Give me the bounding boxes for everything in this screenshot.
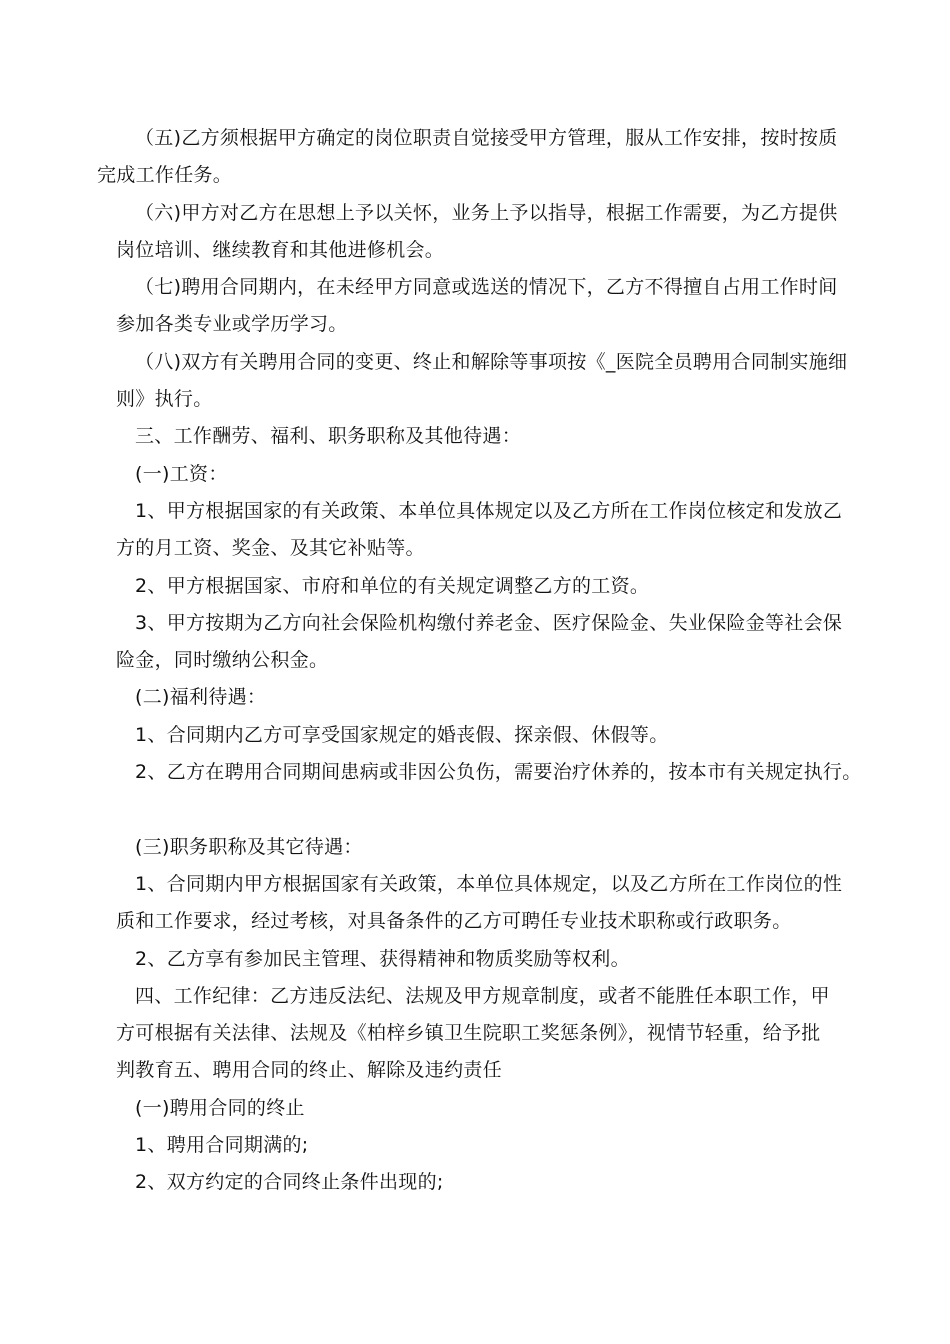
paragraph-line: （八)双方有关聘用合同的变更、终止和解除等事项按《_医院全员聘用合同制实施细 bbox=[135, 350, 848, 373]
salary-item-3 bbox=[116, 605, 846, 680]
paragraph-line: (二)福利待遇： bbox=[135, 686, 267, 709]
paragraph-line: 1、合同期内乙方可享受国家规定的婚丧假、探亲假、休假等。 bbox=[135, 723, 669, 746]
subsection-heading-salary bbox=[116, 456, 846, 493]
paragraph-line: 2、双方约定的合同终止条件出现的; bbox=[135, 1171, 444, 1194]
paragraph-line: （七)聘用合同期内，在未经甲方同意或选送的情况下，乙方不得擅自占用工作时间 bbox=[135, 276, 838, 299]
paragraph-item-5 bbox=[97, 120, 846, 195]
paragraph-line: 完成工作任务。 bbox=[97, 164, 233, 187]
paragraph-item-8 bbox=[116, 344, 846, 419]
paragraph-line: 四、工作纪律：乙方违反法纪、法规及甲方规章制度，或者不能胜任本职工作，甲 bbox=[135, 984, 830, 1007]
paragraph-line: 2、甲方根据国家、市府和单位的有关规定调整乙方的工资。 bbox=[135, 574, 650, 597]
paragraph-line: （六)甲方对乙方在思想上予以关怀，业务上予以指导，根据工作需要，为乙方提供 bbox=[135, 201, 838, 224]
paragraph-line: 1、聘用合同期满的; bbox=[135, 1134, 309, 1157]
paragraph-line: 2、乙方在聘用合同期间患病或非因公负伤，需要治疗休养的，按本市有关规定执行。 bbox=[135, 761, 862, 784]
termination-item-2 bbox=[116, 1164, 846, 1201]
paragraph-line: 险金，同时缴纳公积金。 bbox=[116, 649, 329, 672]
title-item-2 bbox=[116, 941, 846, 978]
salary-item-2 bbox=[116, 568, 846, 605]
paragraph-line: 方可根据有关法律、法规及《柏梓乡镇卫生院职工奖惩条例》，视情节轻重，给予批 bbox=[116, 1022, 821, 1045]
paragraph-line: 1、合同期内甲方根据国家有关政策，本单位具体规定，以及乙方所在工作岗位的性 bbox=[135, 872, 843, 895]
section-heading-3 bbox=[116, 418, 846, 455]
paragraph-line: 三、工作酬劳、福利、职务职称及其他待遇： bbox=[135, 425, 522, 448]
document-body bbox=[97, 120, 862, 1202]
welfare-item-2 bbox=[116, 754, 862, 791]
paragraph-line: 判教育五、聘用合同的终止、解除及违约责任 bbox=[116, 1059, 503, 1082]
paragraph-item-7 bbox=[116, 269, 846, 344]
paragraph-line: 岗位培训、继续教育和其他进修机会。 bbox=[116, 238, 445, 261]
paragraph-line: 则》执行。 bbox=[116, 388, 213, 411]
paragraph-line: (一)工资： bbox=[135, 462, 228, 485]
subsection-heading-termination bbox=[116, 1090, 846, 1127]
paragraph-line: (三)职务职称及其它待遇： bbox=[135, 835, 363, 858]
paragraph-line: 3、甲方按期为乙方向社会保险机构缴付养老金、医疗保险金、失业保险金等社会保 bbox=[135, 611, 843, 634]
paragraph-line: 参加各类专业或学历学习。 bbox=[116, 313, 348, 336]
paragraph-item-6 bbox=[116, 195, 846, 270]
subsection-heading-title-benefits bbox=[116, 829, 846, 866]
welfare-item-1 bbox=[116, 717, 846, 754]
paragraph-line: （五)乙方须根据甲方确定的岗位职责自觉接受甲方管理，服从工作安排，按时按质 bbox=[135, 127, 838, 149]
salary-item-1 bbox=[116, 493, 846, 568]
blank-line bbox=[116, 791, 846, 828]
paragraph-line: 质和工作要求，经过考核，对具备条件的乙方可聘任专业技术职称或行政职务。 bbox=[116, 910, 792, 933]
paragraph-line: 1、甲方根据国家的有关政策、本单位具体规定以及乙方所在工作岗位核定和发放乙 bbox=[135, 499, 843, 522]
paragraph-line: 2、乙方享有参加民主管理、获得精神和物质奖励等权利。 bbox=[135, 947, 630, 970]
title-item-1 bbox=[116, 866, 846, 941]
termination-item-1 bbox=[116, 1127, 846, 1164]
paragraph-line: 方的月工资、奖金、及其它补贴等。 bbox=[116, 537, 425, 560]
subsection-heading-welfare bbox=[116, 679, 846, 716]
paragraph-line: (一)聘用合同的终止 bbox=[135, 1096, 305, 1119]
section-heading-4 bbox=[116, 978, 846, 1090]
